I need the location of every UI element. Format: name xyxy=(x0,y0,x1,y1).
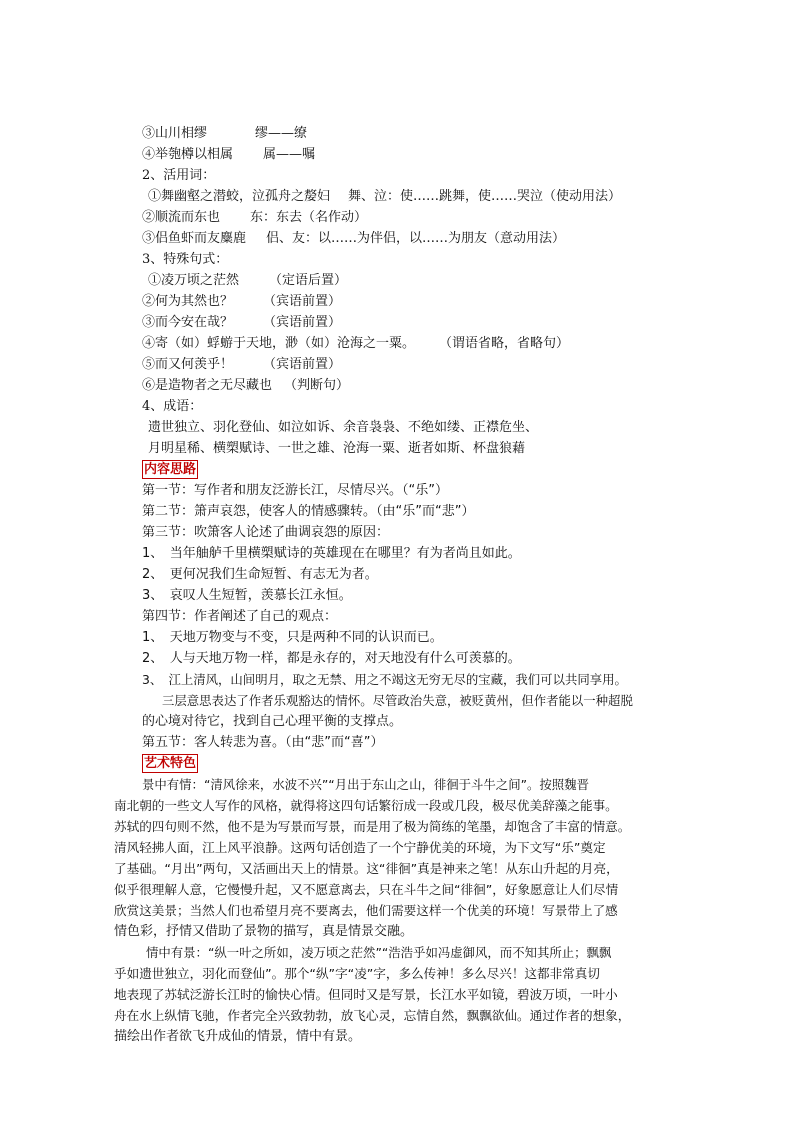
paragraph-line: 地表现了苏轼泛游长江时的愉快心情。但同时又是写景，长江水平如镜，碧波万顷，一叶小 xyxy=(114,987,618,1002)
gloss-phrase: ③山川相缪 xyxy=(142,126,208,141)
outline-line: 2、 人与天地万物一样，都是永存的，对天地没有什么可羡慕的。 xyxy=(142,651,521,666)
example-phrase: ①舞幽壑之潜蛟，泣孤舟之嫠妇 xyxy=(148,189,331,204)
example-phrase: ⑤而又何羡乎！ xyxy=(142,357,234,372)
outline-line: 第三节：吹箫客人论述了曲调哀怨的原因： xyxy=(142,525,390,540)
example-line xyxy=(142,334,569,354)
idiom-list: 月明星稀、横槊赋诗、一世之雄、沧海一粟、逝者如斯、杯盘狼藉 xyxy=(148,441,526,456)
section-heading: 3、特殊句式： xyxy=(142,252,229,267)
example-note: （宾语前置） xyxy=(263,294,342,309)
example-phrase: ①凌万顷之茫然 xyxy=(148,273,240,288)
paragraph-line: 南北朝的一些文人写作的风格，就得将这四句话繁衍成一段或几段，极尽优美辞藻之能事。 xyxy=(114,798,618,813)
section-tag-content xyxy=(142,460,198,480)
idiom-list: 遗世独立、羽化登仙、如泣如诉、余音袅袅、不绝如缕、正襟危坐、 xyxy=(148,420,539,435)
paragraph-line: 的心境对待它，找到自己心理平衡的支撑点。 xyxy=(142,714,403,729)
example-line xyxy=(142,355,341,375)
paragraph-line: 景中有情：“清风徐来，水波不兴”“月出于东山之山，徘徊于斗牛之间”。按照魏晋 xyxy=(142,777,589,792)
example-note: （判断句） xyxy=(284,378,350,393)
outline-line: 第一节：写作者和朋友泛游长江，尽情尽兴。（“乐”） xyxy=(142,483,448,498)
outline-line: 3、 哀叹人生短暂，羡慕长江永恒。 xyxy=(142,588,352,603)
section-heading: 4、成语： xyxy=(142,399,203,414)
example-line xyxy=(142,208,367,228)
outline-line: 第二节：箫声哀怨，使客人的情感骤转。（由“乐”而“悲”） xyxy=(142,504,475,519)
paragraph-line: 情中有景：“纵一叶之所如，凌万顷之茫然”“浩浩乎如冯虚御风，而不知其所止；飘飘 xyxy=(146,945,612,960)
example-note: （宾语前置） xyxy=(263,357,342,372)
example-note: （宾语前置） xyxy=(263,315,342,330)
paragraph-line: 舟在水上纵情飞驰，作者完全兴致勃勃，放飞心灵，忘情自然，飘飘欲仙。通过作者的想象， xyxy=(114,1008,631,1023)
outline-line: 第四节：作者阐述了自己的观点： xyxy=(142,609,338,624)
example-line xyxy=(148,187,621,207)
outline-line: 2、 更何况我们生命短暂、有志无为者。 xyxy=(142,567,378,582)
example-note: 东：东去（名作动） xyxy=(250,210,368,225)
section-tag: 内容思路 xyxy=(144,462,197,477)
example-phrase: ②何为其然也？ xyxy=(142,294,234,309)
outline-line: 1、 当年舳舻千里横槊赋诗的英雄现在在哪里？有为者尚且如此。 xyxy=(142,546,521,561)
example-line xyxy=(142,313,341,333)
example-line xyxy=(148,271,347,291)
section-tag-art xyxy=(142,754,198,774)
paragraph-line: 清风轻拂人面，江上风平浪静。这两句话创造了一个宁静优美的环境，为下文写“乐”奠定 xyxy=(114,840,606,855)
outline-line: 1、 天地万物变与不变，只是两种不同的认识而已。 xyxy=(142,630,443,645)
example-note: 舞、泣：使……跳舞，使……哭泣（使动用法） xyxy=(348,189,622,204)
section-heading: 2、活用词： xyxy=(142,168,216,183)
paragraph-line: 了基础。“月出”两句，又活画出天上的情景。这“徘徊”真是神来之笔！从东山升起的月亮， xyxy=(114,861,619,876)
example-phrase: ②顺流而东也 xyxy=(142,210,221,225)
gloss-line xyxy=(142,124,307,144)
example-phrase: ④寄（如）蜉蝣于天地，渺（如）沧海之一粟。 xyxy=(142,336,416,351)
paragraph-line: 三层意思表达了作者乐观豁达的情怀。尽管政治失意，被贬黄州，但作者能以一种超脱 xyxy=(162,693,633,708)
example-note: （谓语省略，省略句） xyxy=(439,336,570,351)
example-phrase: ⑥是造物者之无尽藏也 xyxy=(142,378,273,393)
example-note: （定语后置） xyxy=(269,273,348,288)
example-phrase: ③侣鱼虾而友麋鹿 xyxy=(142,231,247,246)
gloss-phrase: ④举匏樽以相属 xyxy=(142,147,234,162)
paragraph-line: 欣赏这美景；当然人们也希望月亮不要离去，他们需要这样一个优美的环境！写景带上了感 xyxy=(114,903,618,918)
paragraph-line: 乎如遗世独立，羽化而登仙”。那个“纵”字“凌”字，多么传神！多么尽兴！这都非常真切 xyxy=(114,966,600,981)
example-line xyxy=(142,376,349,396)
example-note: 侣、友：以……为伴侣，以……为朋友（意动用法） xyxy=(266,231,566,246)
paragraph-line: 描绘出作者欲飞升成仙的情景，情中有景。 xyxy=(114,1029,362,1044)
example-line xyxy=(142,292,341,312)
gloss-line xyxy=(142,145,315,165)
example-phrase: ③而今安在哉？ xyxy=(142,315,234,330)
gloss-meaning: 缪——缭 xyxy=(255,126,308,141)
example-line xyxy=(142,229,565,249)
paragraph-line: 苏轼的四句则不然，他不是为写景而写景，而是用了极为简练的笔墨，却饱含了丰富的情意。 xyxy=(114,819,631,834)
paragraph-line: 似乎很理解人意，它慢慢升起，又不愿意离去，只在斗牛之间“徘徊”，好象愿意让人们尽情 xyxy=(114,882,619,897)
outline-line: 第五节：客人转悲为喜。（由“悲”而“喜”） xyxy=(142,735,384,750)
paragraph-line: 情色彩，抒情又借助了景物的描写，真是情景交融。 xyxy=(114,924,414,939)
gloss-meaning: 属——嘱 xyxy=(263,147,316,162)
outline-line: 3、 江上清风，山间明月，取之无禁、用之不竭这无穷无尽的宝藏，我们可以共同享用。 xyxy=(142,672,627,687)
section-tag: 艺术特色 xyxy=(144,756,197,771)
